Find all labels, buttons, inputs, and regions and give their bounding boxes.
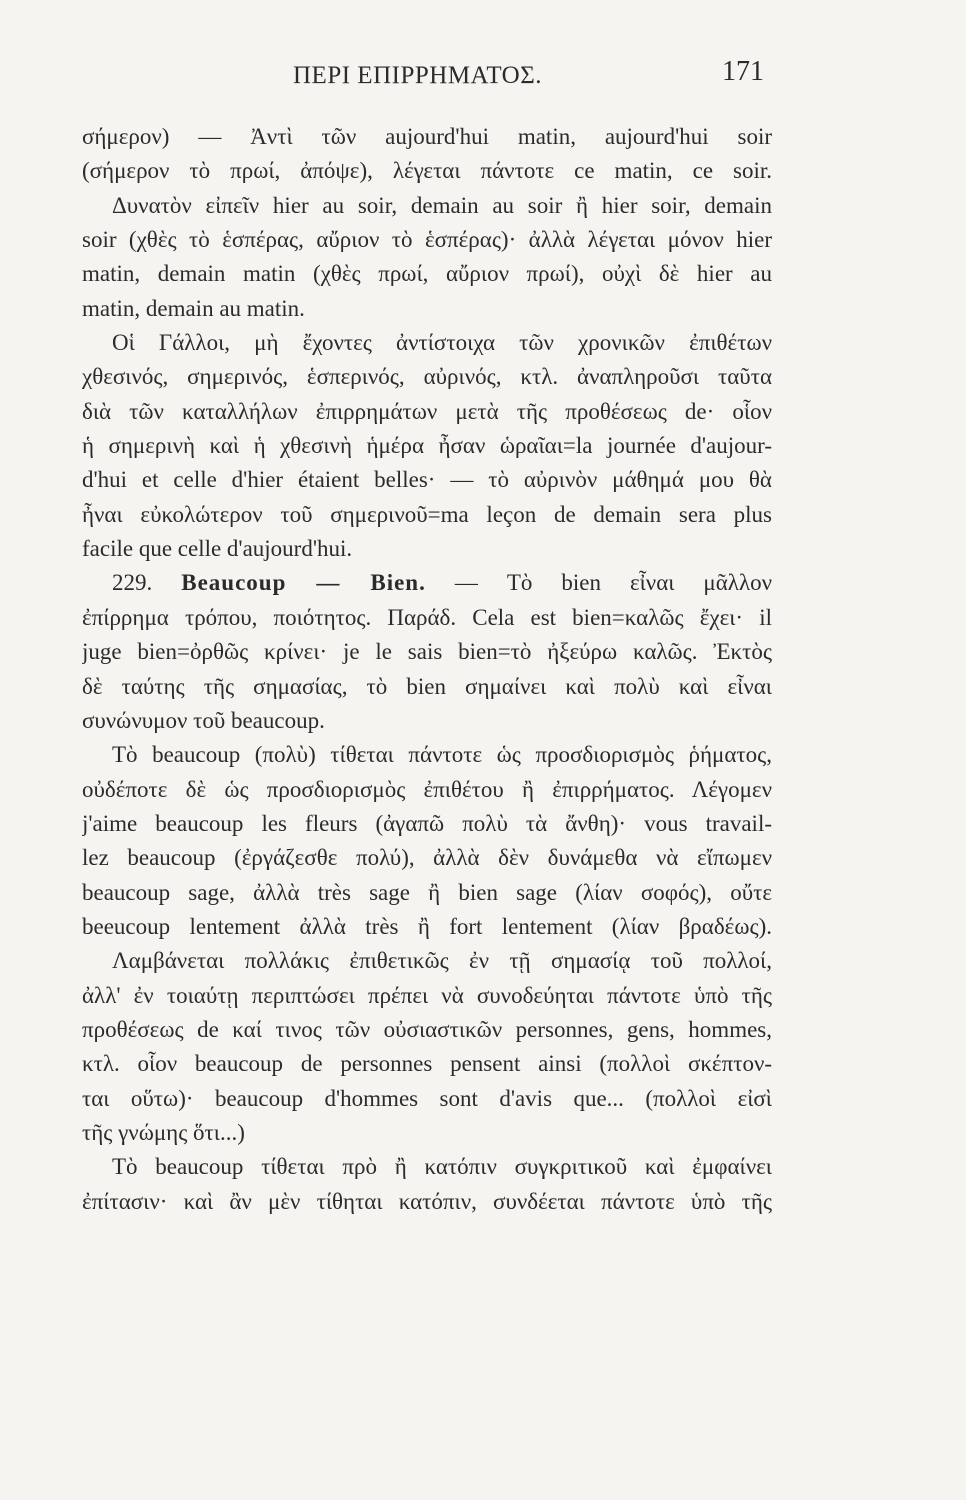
text-line: ἀλλ' ἐν τοιαύτῃ περιπτώσει πρέπει νὰ συνοδεύηται πάντοτε ὑπὸ τῆς [82,982,772,1008]
running-head: ΠΕΡΙ ΕΠΙΡΡΗΜΑΤΟΣ. [293,62,543,89]
text-line: facile que celle d'aujourd'hui. [82,536,353,562]
text-line: ἡ σημερινὴ καὶ ἡ χθεσινὴ ἡμέρα ἦσαν ὡραῖαι=la journée d'aujour- [82,433,772,459]
text-line: ται οὕτω)· beaucoup d'hommes sont d'avis que... (πολλοὶ εἰσὶ [82,1085,772,1111]
text-line: beaucoup sage, ἀλλὰ très sage ἢ bien sage (λίαν σοφός), οὔτε [82,879,772,905]
text-line: soir (χθὲς τὸ ἑσπέρας, αὔριον τὸ ἑσπέρας)· ἀλλὰ λέγεται μόνον hier [82,227,772,253]
text-line: Λαμβάνεται πολλάκις ἐπιθετικῶς ἐν τῇ σημασίᾳ τοῦ πολλοί, [112,948,772,974]
text-line: beeucoup lentement ἀλλὰ très ἢ fort lentement (λίαν βραδέως). [82,913,772,939]
text-line: τῆς γνώμης ὅτι...) [82,1119,245,1145]
body-text [82,120,772,1219]
text-line: ἐπίρρημα τρόπου, ποιότητος. Παράδ. Cela est bien=καλῶς ἔχει· il [82,604,772,630]
text-line: κτλ. οἷον beaucoup de personnes pensent ainsi (πολλοὶ σκέπτον- [82,1051,772,1077]
text-line: lez beaucoup (ἐργάζεσθε πολύ), ἀλλὰ δὲν δυνάμεθα νὰ εἴπωμεν [82,845,772,871]
text-line: συνώνυμον τοῦ beaucoup. [82,707,325,733]
text-line: σήμερον) — Ἀντὶ τῶν aujourd'hui matin, aujourd'hui soir [82,124,772,149]
text-line: matin, demain au matin. [82,295,305,321]
section-number: 229. [112,570,153,596]
page-number: 171 [722,56,764,87]
section-title: Beaucoup — Bien. [181,570,426,596]
text-line: Τὸ beaucoup τίθεται πρὸ ἢ κατόπιν συγκριτικοῦ καὶ ἐμφαίνει [112,1154,772,1180]
text-line: χθεσινός, σημερινός, ἑσπερινός, αὐρινός, κτλ. ἀναπληροῦσι ταῦτα [82,364,772,390]
text-line: προθέσεως de καί τινος τῶν οὐσιαστικῶν personnes, gens, hommes, [82,1016,772,1042]
text-line: Τὸ beaucoup (πολὺ) τίθεται πάντοτε ὡς προσδιορισμὸς ῥήματος, [112,742,772,768]
text-line: διὰ τῶν καταλλήλων ἐπιρρημάτων μετὰ τῆς προθέσεως de· οἷον [82,398,772,424]
text-line: juge bien=ὀρθῶς κρίνει· je le sais bien=τὸ ἠξεύρω καλῶς. Ἐκτὸς [82,639,772,665]
text-line: ἐπίτασιν· καὶ ἂν μὲν τίθηται κατόπιν, συνδέεται πάντοτε ὑπὸ τῆς [82,1188,772,1214]
text-line: (σήμερον τὸ πρωί, ἀπόψε), λέγεται πάντοτε ce matin, ce soir. [82,158,772,184]
text-line: οὐδέποτε δὲ ὡς προσδιορισμὸς ἐπιθέτου ἢ ἐπιρρήματος. Λέγομεν [82,776,772,802]
section-heading-line [82,566,772,600]
text-line: d'hui et celle d'hier étaient belles· — τὸ αὐρινὸν μάθημά μου θὰ [82,467,772,493]
text-line: Οἱ Γάλλοι, μὴ ἔχοντες ἀντίστοιχα τῶν χρονικῶν ἐπιθέτων [112,330,772,356]
text-line: Δυνατὸν εἰπεῖν hier au soir, demain au soir ἢ hier soir, demain [112,192,772,218]
text-line: matin, demain matin (χθὲς πρωί, αὔριον πρωί), οὐχὶ δὲ hier au [82,261,772,287]
text-line: — Τὸ bien εἶναι μᾶλλον [454,570,772,596]
text-line: δὲ ταύτης τῆς σημασίας, τὸ bien σημαίνει καὶ πολὺ καὶ εἶναι [82,673,772,699]
text-line: ἦναι εὐκολώτερον τοῦ σημερινοῦ=ma leçon de demain sera plus [82,501,772,527]
page-header [0,56,966,100]
text-line: j'aime beaucoup les fleurs (ἀγαπῶ πολὺ τὰ ἄνθη)· vous travail- [82,810,772,836]
